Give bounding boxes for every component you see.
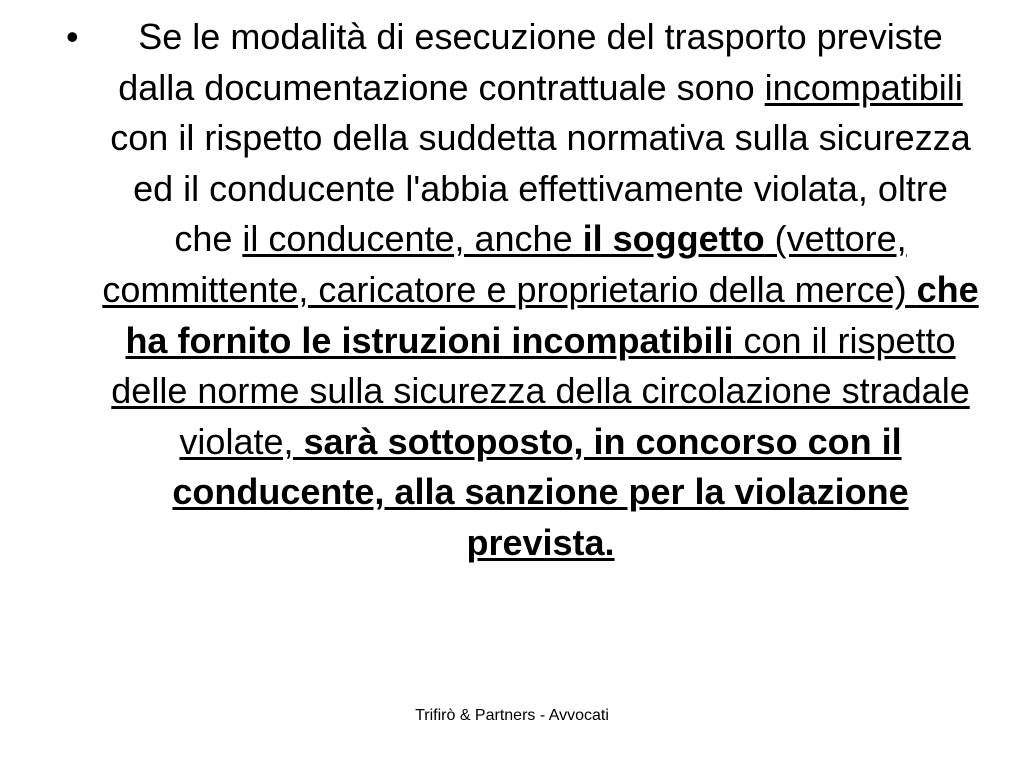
underlined-text-segment: con il rispetto delle norme sulla sicurezza della circolazione stradale violate, [111,319,970,462]
bullet-icon: • [66,16,79,57]
bold-underlined-text-segment: che ha fornito le istruzioni incompatibili [125,268,979,361]
bold-underlined-text-segment: sarà sottoposto, in concorso con il conducente, alla sanzione per la violazione prevista. [172,420,909,563]
slide-footer: Trifirò & Partners - Avvocati [415,707,609,724]
underlined-text-segment: (vettore, committente, caricatore e proprietario della merce) [102,218,917,310]
text-segment: Se le modalità di esecuzione del trasporto previste dalla documentazione contrattuale sono [118,16,943,108]
underlined-text-segment: il conducente, anche [242,218,583,260]
bold-underlined-text-segment: il soggetto [582,218,765,260]
underlined-text-segment: incompatibili [764,66,963,108]
text-segment: con il rispetto della suddetta normativa sulla sicurezza ed il conducente l'abbia effettivamente violata, oltre che [110,117,971,260]
bullet-paragraph [100,12,981,569]
